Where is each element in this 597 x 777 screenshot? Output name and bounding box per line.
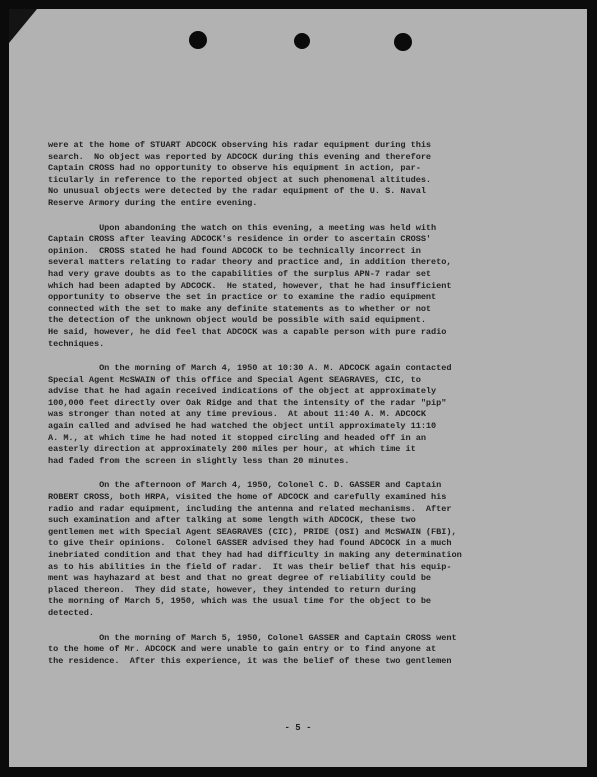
text-line: Special Agent McSWAIN of this office and Special Agent SEAGRAVES, CIC, to	[48, 374, 421, 385]
text-line: as to his abilities in the field of radar. It was their belief that his equip-	[48, 561, 452, 572]
text-line: Reserve Armory during the entire evening.	[48, 197, 258, 208]
text-line: radio and radar equipment, including the antenna and related mechanisms. After	[48, 503, 452, 514]
text-line: 100,000 feet directly over Oak Ridge and that the intensity of the radar "pip"	[48, 397, 447, 408]
text-line: ticularly in reference to the reported object at such phenomenal altitudes.	[48, 174, 432, 185]
text-line: search. No object was reported by ADCOCK during this evening and therefore	[48, 151, 432, 162]
punch-hole-right	[394, 33, 412, 51]
text-line: ment was hayhazard at best and that no great degree of reliability could be	[48, 573, 432, 584]
paragraph-gap	[48, 467, 548, 480]
paragraph-gap	[48, 620, 548, 633]
text-line: to the home of Mr. ADCOCK and were unable to gain entry or to find anyone at	[48, 644, 437, 655]
text-line: several matters relating to radar theory and practice and, in addition thereto,	[48, 257, 452, 268]
text-line: the detection of the unknown object would be possible with said equipment.	[48, 315, 426, 326]
paragraph-gap	[48, 350, 548, 363]
text-line: On the morning of March 5, 1950, Colonel GASSER and Captain CROSS went	[48, 632, 457, 643]
text-line: easterly direction at approximately 200 miles per hour, at which time it	[48, 444, 416, 455]
text-line: advise that he had again received indications of the object at approximately	[48, 386, 437, 397]
punch-hole-center	[294, 33, 310, 49]
page-number: - 5 -	[284, 723, 312, 733]
text-line: Captain CROSS after leaving ADCOCK's residence in order to ascertain CROSS'	[48, 234, 432, 245]
text-line: A. M., at which time he had noted it stopped circling and headed off in an	[48, 432, 426, 443]
text-line: On the afternoon of March 4, 1950, Colonel C. D. GASSER and Captain	[48, 480, 442, 491]
text-line: Captain CROSS had no opportunity to observe his equipment in action, par-	[48, 163, 421, 174]
folded-corner	[9, 9, 37, 43]
document-body	[48, 140, 548, 667]
text-line: were at the home of STUART ADCOCK observing his radar equipment during this	[48, 140, 432, 150]
text-line: again called and advised he had watched the object until approximately 11:10	[48, 421, 437, 432]
text-line: gentlemen met with Special Agent SEAGRAVES (CIC), PRIDE (OSI) and McSWAIN (FBI),	[48, 526, 457, 537]
text-line: had very grave doubts as to the capabilities of the surplus APN-7 radar set	[48, 268, 432, 279]
text-line: He said, however, he did feel that ADCOCK was a capable person with pure radio	[48, 326, 447, 337]
text-line: was stronger than noted at any time previous. At about 11:40 A. M. ADCOCK	[48, 409, 426, 420]
text-line: ROBERT CROSS, both HRPA, visited the home of ADCOCK and carefully examined his	[48, 492, 447, 503]
punch-hole-left	[189, 31, 207, 49]
text-line: placed thereon. They did state, however, they intended to return during	[48, 584, 416, 595]
text-line: No unusual objects were detected by the radar equipment of the U. S. Naval	[48, 186, 426, 197]
text-line: connected with the set to make any definite statements as to whether or not	[48, 303, 432, 314]
text-line: to give their opinions. Colonel GASSER advised they had found ADCOCK in a much	[48, 538, 452, 549]
text-line: which had been adapted by ADCOCK. He stated, however, that he had insufficient	[48, 280, 452, 291]
text-line: had faded from the screen in slightly less than 20 minutes.	[48, 455, 350, 466]
text-line: Upon abandoning the watch on this evening, a meeting was held with	[48, 222, 437, 233]
text-line: On the morning of March 4, 1950 at 10:30 A. M. ADCOCK again contacted	[48, 363, 452, 374]
text-line: techniques.	[48, 338, 105, 349]
text-line: inebriated condition and that they had had difficulty in making any determination	[48, 550, 462, 560]
text-line: opportunity to observe the set in practice or to examine the radio equipment	[48, 292, 437, 303]
text-line: opinion. CROSS stated he had found ADCOCK to be technically incorrect in	[48, 245, 421, 256]
text-line: the morning of March 5, 1950, which was the usual time for the object to be	[48, 596, 432, 607]
text-line: detected.	[48, 607, 94, 618]
text-line: such examination and after talking at some length with ADCOCK, these two	[48, 515, 416, 526]
paragraph-gap	[48, 210, 548, 223]
document-page	[9, 9, 587, 767]
text-line: the residence. After this experience, it was the belief of these two gentlemen	[48, 655, 452, 666]
